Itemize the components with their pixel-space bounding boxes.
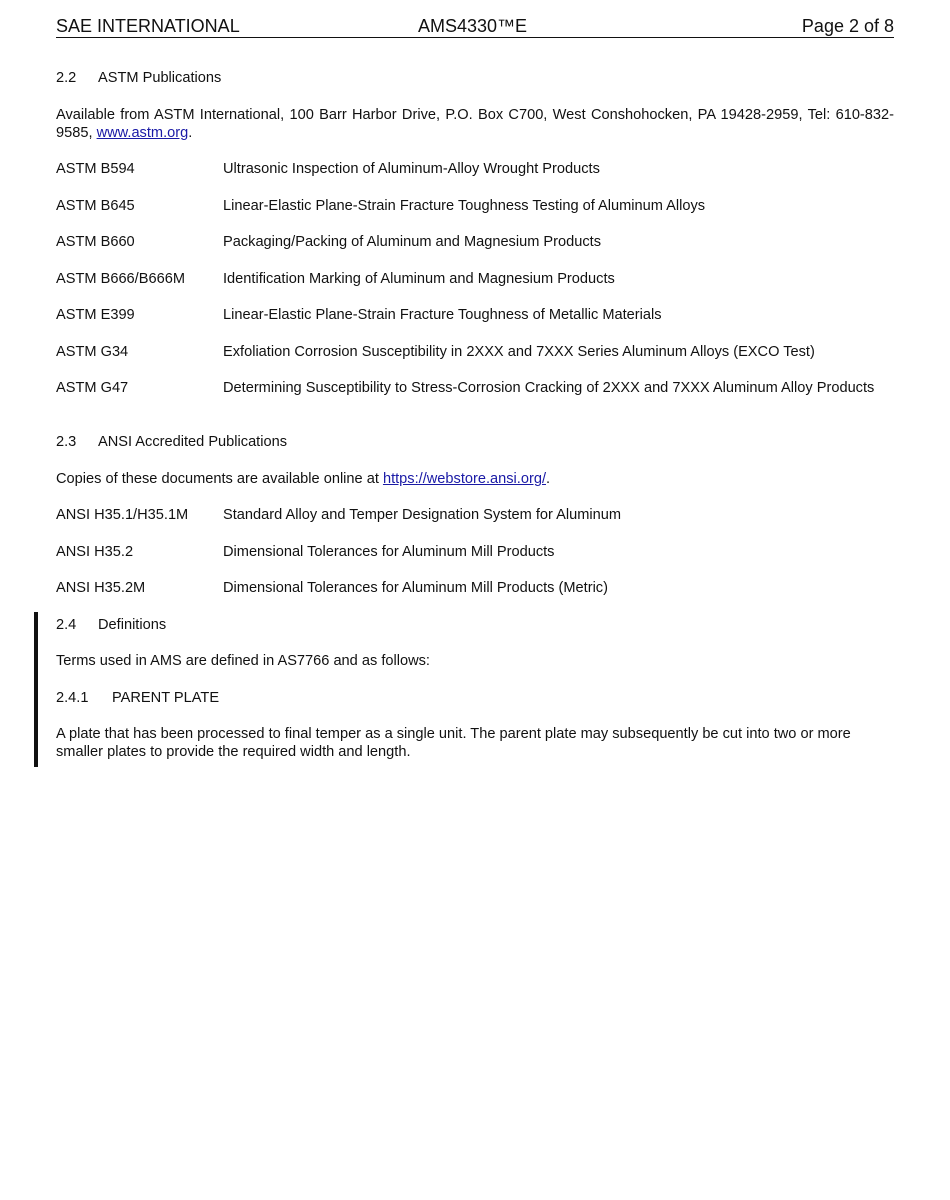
ansi-intro-end: . [546,471,551,487]
reference-id: ANSI H35.2 [56,544,134,560]
revision-change-bar [34,612,38,767]
reference-id: ANSI H35.1/H35.1M [56,507,189,523]
astm-intro-end: . [188,125,193,141]
reference-id: ASTM G47 [56,380,129,396]
reference-title: Dimensional Tolerances for Aluminum Mill Products [223,544,555,560]
reference-title: Exfoliation Corrosion Susceptibility in 2XXX and 7XXX Series Aluminum Alloys (EXCO Test) [223,344,815,360]
parent-plate-definition: A plate that has been processed to final temper as a single unit. The parent plate may subsequently be cut into two or more smaller plates to provide the required width and length. [56,726,851,760]
reference-title: Dimensional Tolerances for Aluminum Mill Products (Metric) [223,580,608,596]
reference-id: ASTM G34 [56,344,129,360]
reference-id: ASTM B594 [56,161,135,177]
astm-intro-paragraph [56,106,894,142]
ansi-intro-text: Copies of these documents are available online at [56,471,383,487]
section-number: 2.4 [56,617,77,633]
definitions-intro-paragraph: Terms used in AMS are defined in AS7766 and as follows: [56,653,430,669]
section-title: ANSI Accredited Publications [98,434,288,450]
header-organization: SAE INTERNATIONAL [56,16,240,36]
reference-title: Standard Alloy and Temper Designation System for Aluminum [223,507,622,523]
reference-title: Determining Susceptibility to Stress-Corrosion Cracking of 2XXX and 7XXX Aluminum Alloy Products [223,380,875,396]
reference-title: Linear-Elastic Plane-Strain Fracture Toughness of Metallic Materials [223,307,662,323]
reference-id: ASTM B666/B666M [56,271,185,287]
page-header [56,16,894,38]
section-number: 2.3 [56,434,77,450]
ansi-intro-paragraph [56,470,894,488]
astm-intro-text: Available from ASTM International, 100 Barr Harbor Drive, P.O. Box C700, West Conshohocken, PA 19428-2959, Tel: 610-832-9585, [56,107,894,141]
subsection-number: 2.4.1 [56,690,89,706]
reference-id: ASTM B645 [56,198,135,214]
reference-title: Identification Marking of Aluminum and Magnesium Products [223,271,615,287]
reference-id: ASTM E399 [56,307,135,323]
header-page-number: Page 2 of 8 [801,16,894,36]
section-number: 2.2 [56,70,77,86]
astm-website-link[interactable]: www.astm.org [96,125,189,141]
reference-title: Packaging/Packing of Aluminum and Magnesium Products [223,234,602,250]
reference-title: Ultrasonic Inspection of Aluminum-Alloy Wrought Products [223,161,600,177]
reference-id: ANSI H35.2M [56,580,146,596]
section-title: Definitions [98,617,167,633]
reference-id: ASTM B660 [56,234,135,250]
section-title: ASTM Publications [98,70,222,86]
header-document-id: AMS4330™E [418,16,528,36]
subsection-title: PARENT PLATE [112,690,220,706]
reference-title: Linear-Elastic Plane-Strain Fracture Toughness Testing of Aluminum Alloys [223,198,706,214]
ansi-webstore-link[interactable]: https://webstore.ansi.org/ [382,471,546,487]
